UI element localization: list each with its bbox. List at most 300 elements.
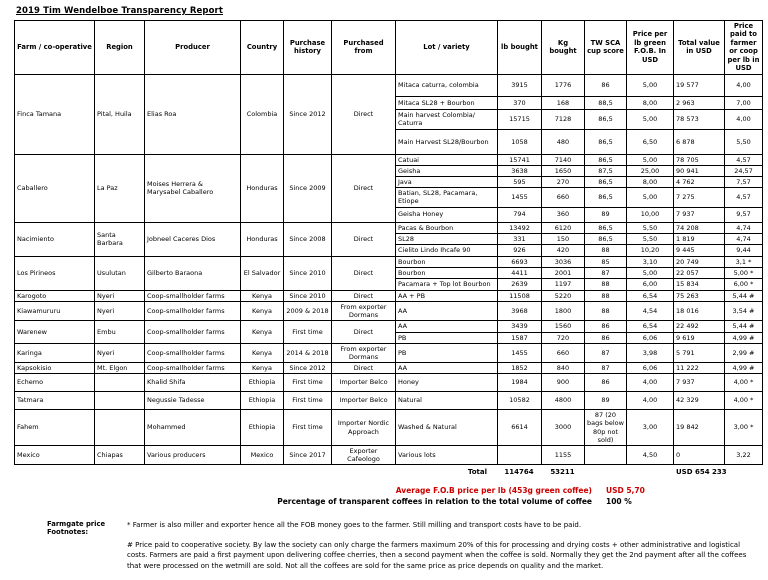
cell-price: 4,00 xyxy=(627,374,674,392)
cell-kg: 5220 xyxy=(542,291,585,302)
cell-farmer: 4,74 xyxy=(725,222,763,233)
cell-history: First time xyxy=(284,410,332,446)
cell-farm: Caballero xyxy=(15,154,95,222)
cell-region: Nyeri xyxy=(95,343,145,362)
cell-score: 86 xyxy=(585,332,627,343)
cell-lot: Main Harvest SL28/Bourbon xyxy=(396,129,498,154)
cell-producer: Coop-smallholder farms xyxy=(145,291,241,302)
table-row xyxy=(15,302,763,321)
cell-country: Honduras xyxy=(241,154,284,222)
cell-price: 6,54 xyxy=(627,321,674,332)
transparency-percentage-label: Percentage of transparent coffees in relation to the total volume of coffee xyxy=(277,497,592,507)
cell-kg: 420 xyxy=(542,244,585,256)
cell-score: 86,5 xyxy=(585,109,627,129)
cell-lb: 6614 xyxy=(498,410,542,446)
cell-farmer: 9,44 xyxy=(725,244,763,256)
cell-farmer: 4,57 xyxy=(725,188,763,207)
cell-lb: 1587 xyxy=(498,332,542,343)
total-score-empty xyxy=(584,468,626,476)
cell-lot: Honey xyxy=(396,374,498,392)
cell-kg: 4800 xyxy=(542,392,585,410)
cell-lb: 3915 xyxy=(498,74,542,96)
cell-lot: Natural xyxy=(396,392,498,410)
cell-total: 2 963 xyxy=(674,96,725,109)
cell-region: Nyeri xyxy=(95,302,145,321)
cell-score: 88 xyxy=(585,279,627,291)
cell-country: Colombia xyxy=(241,74,284,154)
cell-kg: 480 xyxy=(542,129,585,154)
cell-score: 88,5 xyxy=(585,96,627,109)
cell-history: Since 2017 xyxy=(284,446,332,465)
cell-score: 85 xyxy=(585,256,627,267)
cell-kg: 168 xyxy=(542,96,585,109)
cell-score: 87 xyxy=(585,267,627,278)
total-label: Total xyxy=(467,468,487,477)
cell-lb: 13492 xyxy=(498,222,542,233)
cell-history: First time xyxy=(284,374,332,392)
cell-history: First time xyxy=(284,321,332,343)
cell-producer: Coop-smallholder farms xyxy=(145,302,241,321)
cell-lb: 794 xyxy=(498,207,542,222)
cell-lot: Geisha Honey xyxy=(396,207,498,222)
table-row xyxy=(15,374,763,392)
footnote-star: * Farmer is also miller and exporter hence all the FOB money goes to the farmer. Still milling and transport costs have to be paid. xyxy=(127,521,582,530)
cell-farmer: 4,00 * xyxy=(725,392,763,410)
transparency-percentage-value: 100 % xyxy=(606,497,632,507)
cell-kg: 660 xyxy=(542,343,585,362)
column-header-5: Purchased from xyxy=(332,21,396,75)
cell-score: 86,5 xyxy=(585,222,627,233)
table-row xyxy=(15,291,763,302)
cell-country: Mexico xyxy=(241,446,284,465)
cell-producer: Coop-smallholder farms xyxy=(145,343,241,362)
cell-price: 6,06 xyxy=(627,362,674,373)
cell-farmer: 9,57 xyxy=(725,207,763,222)
cell-lb: 1984 xyxy=(498,374,542,392)
cell-region xyxy=(95,374,145,392)
footnotes-block xyxy=(47,520,762,580)
cell-from: From exporter Dormans xyxy=(332,343,396,362)
cell-from: From exporter Dormans xyxy=(332,302,396,321)
table-row xyxy=(15,410,763,446)
cell-lot: Pacas & Bourbon xyxy=(396,222,498,233)
cell-total: 22 057 xyxy=(674,267,725,278)
cell-history: Since 2012 xyxy=(284,362,332,373)
cell-region: Embu xyxy=(95,321,145,343)
cell-score: 87,5 xyxy=(585,166,627,177)
cell-farm: Mexico xyxy=(15,446,95,465)
cell-price: 5,00 xyxy=(627,188,674,207)
column-header-1: Region xyxy=(95,21,145,75)
cell-total: 22 492 xyxy=(674,321,725,332)
column-header-10: Price per lb green F.O.B. In USD xyxy=(627,21,674,75)
cell-total: 5 791 xyxy=(674,343,725,362)
cell-total: 74 208 xyxy=(674,222,725,233)
table-row xyxy=(15,74,763,96)
cell-country: Kenya xyxy=(241,321,284,343)
column-header-4: Purchase history xyxy=(284,21,332,75)
column-header-11: Total value in USD xyxy=(674,21,725,75)
cell-total: 42 329 xyxy=(674,392,725,410)
cell-price: 4,50 xyxy=(627,446,674,465)
cell-history: Since 2008 xyxy=(284,222,332,256)
cell-country: Kenya xyxy=(241,362,284,373)
column-header-9: TW SCA cup score xyxy=(585,21,627,75)
cell-lb: 4411 xyxy=(498,267,542,278)
cell-score: 86,5 xyxy=(585,129,627,154)
cell-farmer: 5,44 # xyxy=(725,291,763,302)
cell-score: 86,5 xyxy=(585,154,627,165)
cell-country: Ethiopia xyxy=(241,410,284,446)
cell-lb: 595 xyxy=(498,177,542,188)
cell-total: 9 619 xyxy=(674,332,725,343)
table-row xyxy=(15,321,763,332)
table-row xyxy=(15,446,763,465)
cell-price: 25,00 xyxy=(627,166,674,177)
cell-farmer: 4,00 xyxy=(725,109,763,129)
cell-producer: Various producers xyxy=(145,446,241,465)
total-price-empty xyxy=(626,468,673,476)
cell-score: 86 xyxy=(585,74,627,96)
cell-kg: 360 xyxy=(542,207,585,222)
column-header-6: Lot / variety xyxy=(396,21,498,75)
cell-lot: PB xyxy=(396,343,498,362)
cell-kg: 1800 xyxy=(542,302,585,321)
cell-price: 6,06 xyxy=(627,332,674,343)
cell-farmer: 7,57 xyxy=(725,177,763,188)
cell-lb: 331 xyxy=(498,233,542,244)
cell-kg: 660 xyxy=(542,188,585,207)
cell-from: Direct xyxy=(332,154,396,222)
cell-total: 75 263 xyxy=(674,291,725,302)
cell-lb: 6693 xyxy=(498,256,542,267)
average-fob-value: USD 5,70 xyxy=(606,486,645,496)
cell-farm: Los Pirineos xyxy=(15,256,95,290)
cell-total: 20 749 xyxy=(674,256,725,267)
cell-lb: 3439 xyxy=(498,321,542,332)
cell-region xyxy=(95,410,145,446)
cell-price: 5,00 xyxy=(627,267,674,278)
cell-total: 78 573 xyxy=(674,109,725,129)
transparency-percentage-line xyxy=(14,497,666,506)
cell-producer: Coop-smallholder farms xyxy=(145,362,241,373)
column-header-12: Price paid to farmer or coop per lb in USD xyxy=(725,21,763,75)
cell-region: La Paz xyxy=(95,154,145,222)
cell-total: 15 834 xyxy=(674,279,725,291)
cell-producer: Elias Roa xyxy=(145,74,241,154)
cell-farmer: 7,00 xyxy=(725,96,763,109)
table-row xyxy=(15,343,763,362)
cell-lot: AA xyxy=(396,362,498,373)
cell-farmer: 5,50 xyxy=(725,129,763,154)
cell-producer: Moises Herrera & Marysabel Caballero xyxy=(145,154,241,222)
column-header-8: Kg bought xyxy=(542,21,585,75)
cell-price: 4,54 xyxy=(627,302,674,321)
cell-region: Chiapas xyxy=(95,446,145,465)
cell-history: Since 2010 xyxy=(284,291,332,302)
cell-price: 6,00 xyxy=(627,279,674,291)
cell-total: 7 275 xyxy=(674,188,725,207)
cell-price: 10,20 xyxy=(627,244,674,256)
cell-from: Importer Belco xyxy=(332,392,396,410)
cell-kg: 720 xyxy=(542,332,585,343)
page-title: 2019 Tim Wendelboe Transparency Report xyxy=(16,6,224,16)
cell-kg: 3036 xyxy=(542,256,585,267)
cell-lot: AA xyxy=(396,321,498,332)
cell-farmer: 4,99 # xyxy=(725,332,763,343)
cell-producer: Khalid Shifa xyxy=(145,374,241,392)
table-row xyxy=(15,256,763,267)
cell-price: 5,00 xyxy=(627,74,674,96)
cell-farm: Kiawamururu xyxy=(15,302,95,321)
cell-lot: Pacamara + Top lot Bourbon xyxy=(396,279,498,291)
cell-kg: 840 xyxy=(542,362,585,373)
cell-farm: Finca Tamana xyxy=(15,74,95,154)
cell-lb: 11508 xyxy=(498,291,542,302)
cell-lot: Bourbon xyxy=(396,256,498,267)
cell-score: 87 (20 bags below 80p not sold) xyxy=(585,410,627,446)
cell-lb: 15741 xyxy=(498,154,542,165)
cell-score: 86 xyxy=(585,374,627,392)
cell-total: 7 937 xyxy=(674,207,725,222)
cell-kg: 3000 xyxy=(542,410,585,446)
cell-region xyxy=(95,392,145,410)
transparency-table xyxy=(14,20,763,465)
cell-score: 86,5 xyxy=(585,188,627,207)
cell-lot: Batian, SL28, Pacamara, Etiope xyxy=(396,188,498,207)
cell-total: 4 762 xyxy=(674,177,725,188)
cell-lot: Main harvest Colombia/ Caturra xyxy=(396,109,498,129)
cell-country: Kenya xyxy=(241,302,284,321)
cell-country: Ethiopia xyxy=(241,392,284,410)
cell-farmer: 4,74 xyxy=(725,233,763,244)
cell-from: Importer Belco xyxy=(332,374,396,392)
summary-block xyxy=(14,486,666,506)
cell-from: Direct xyxy=(332,256,396,290)
cell-lb: 370 xyxy=(498,96,542,109)
average-fob-label: Average F.O.B price per lb (453g green coffee) xyxy=(395,486,592,496)
cell-score: 89 xyxy=(585,392,627,410)
cell-price: 5,50 xyxy=(627,222,674,233)
total-row xyxy=(14,465,762,478)
cell-lot: Mitaca SL28 + Bourbon xyxy=(396,96,498,109)
average-fob-line xyxy=(14,486,666,495)
cell-lot: SL28 xyxy=(396,233,498,244)
cell-from: Direct xyxy=(332,222,396,256)
cell-history: 2009 & 2018 xyxy=(284,302,332,321)
total-kg: 53211 xyxy=(550,468,575,477)
cell-kg: 2001 xyxy=(542,267,585,278)
cell-total: 18 016 xyxy=(674,302,725,321)
cell-region: Nyeri xyxy=(95,291,145,302)
cell-from: Direct xyxy=(332,291,396,302)
table-row xyxy=(15,362,763,373)
cell-lot: PB xyxy=(396,332,498,343)
total-lb: 114764 xyxy=(504,468,534,477)
footnotes-label: Farmgate price Footnotes: xyxy=(47,520,106,537)
cell-farm: Fahem xyxy=(15,410,95,446)
cell-country: Kenya xyxy=(241,343,284,362)
cell-lot: Java xyxy=(396,177,498,188)
cell-kg: 270 xyxy=(542,177,585,188)
cell-kg: 6120 xyxy=(542,222,585,233)
cell-total: 90 941 xyxy=(674,166,725,177)
cell-lb: 1058 xyxy=(498,129,542,154)
cell-price: 8,00 xyxy=(627,96,674,109)
cell-lb: 926 xyxy=(498,244,542,256)
cell-farm: Warenew xyxy=(15,321,95,343)
cell-region: Santa Barbara xyxy=(95,222,145,256)
cell-region: Pital, Huila xyxy=(95,74,145,154)
cell-lb: 3638 xyxy=(498,166,542,177)
cell-farmer: 5,44 # xyxy=(725,321,763,332)
cell-producer: Negussie Tadesse xyxy=(145,392,241,410)
cell-price: 5,00 xyxy=(627,154,674,165)
cell-from: Direct xyxy=(332,321,396,343)
cell-farmer: 5,00 * xyxy=(725,267,763,278)
cell-lb: 1455 xyxy=(498,188,542,207)
cell-history: Since 2009 xyxy=(284,154,332,222)
cell-country: El Salvador xyxy=(241,256,284,290)
cell-kg: 150 xyxy=(542,233,585,244)
cell-score: 86,5 xyxy=(585,233,627,244)
cell-kg: 1776 xyxy=(542,74,585,96)
cell-farmer: 4,00 * xyxy=(725,374,763,392)
cell-lot: Washed & Natural xyxy=(396,410,498,446)
cell-kg: 1650 xyxy=(542,166,585,177)
cell-lot: Geisha xyxy=(396,166,498,177)
cell-lb: 2639 xyxy=(498,279,542,291)
cell-farmer: 6,00 * xyxy=(725,279,763,291)
total-value-usd: USD 654 233 xyxy=(676,468,727,477)
header-row xyxy=(15,21,763,75)
cell-kg: 1155 xyxy=(542,446,585,465)
cell-lot: Various lots xyxy=(396,446,498,465)
cell-from: Importer Nordic Approach xyxy=(332,410,396,446)
cell-history: Since 2012 xyxy=(284,74,332,154)
cell-lot: Bourbon xyxy=(396,267,498,278)
cell-farm: Karinga xyxy=(15,343,95,362)
cell-price: 8,00 xyxy=(627,177,674,188)
cell-total: 11 222 xyxy=(674,362,725,373)
cell-score: 89 xyxy=(585,207,627,222)
cell-kg: 7140 xyxy=(542,154,585,165)
cell-farm: Karogoto xyxy=(15,291,95,302)
cell-lb: 3968 xyxy=(498,302,542,321)
cell-score: 88 xyxy=(585,244,627,256)
cell-producer: Gilberto Baraona xyxy=(145,256,241,290)
cell-total: 78 705 xyxy=(674,154,725,165)
cell-total: 6 878 xyxy=(674,129,725,154)
cell-score xyxy=(585,446,627,465)
cell-total: 1 819 xyxy=(674,233,725,244)
cell-country: Ethiopia xyxy=(241,374,284,392)
cell-lb: 1455 xyxy=(498,343,542,362)
cell-from: Direct xyxy=(332,74,396,154)
cell-farmer: 3,1 * xyxy=(725,256,763,267)
cell-price: 3,10 xyxy=(627,256,674,267)
cell-score: 87 xyxy=(585,362,627,373)
cell-price: 5,50 xyxy=(627,233,674,244)
cell-price: 3,00 xyxy=(627,410,674,446)
cell-lb xyxy=(498,446,542,465)
cell-farmer: 4,00 xyxy=(725,74,763,96)
column-header-0: Farm / co-operative xyxy=(15,21,95,75)
cell-price: 6,50 xyxy=(627,129,674,154)
cell-lb: 15715 xyxy=(498,109,542,129)
cell-price: 6,54 xyxy=(627,291,674,302)
cell-producer: Mohammed xyxy=(145,410,241,446)
cell-producer: Jobneel Caceres Dios xyxy=(145,222,241,256)
cell-total: 19 842 xyxy=(674,410,725,446)
footnotes-body xyxy=(127,520,762,580)
cell-farmer: 3,22 xyxy=(725,446,763,465)
cell-farm: Nacimiento xyxy=(15,222,95,256)
cell-lot: Cielito Lindo Ihcafe 90 xyxy=(396,244,498,256)
cell-price: 3,98 xyxy=(627,343,674,362)
table-row xyxy=(15,222,763,233)
cell-score: 88 xyxy=(585,302,627,321)
cell-region: Usulutan xyxy=(95,256,145,290)
cell-farmer: 3,00 * xyxy=(725,410,763,446)
cell-price: 5,00 xyxy=(627,109,674,129)
cell-total: 7 937 xyxy=(674,374,725,392)
cell-total: 19 577 xyxy=(674,74,725,96)
cell-farmer: 2,99 # xyxy=(725,343,763,362)
cell-price: 10,00 xyxy=(627,207,674,222)
cell-score: 87 xyxy=(585,343,627,362)
cell-farmer: 3,54 # xyxy=(725,302,763,321)
column-header-3: Country xyxy=(241,21,284,75)
cell-farm: Kapsokisio xyxy=(15,362,95,373)
cell-history: Since 2010 xyxy=(284,256,332,290)
cell-kg: 7128 xyxy=(542,109,585,129)
table-row xyxy=(15,154,763,165)
cell-lot: AA xyxy=(396,302,498,321)
cell-lb: 1852 xyxy=(498,362,542,373)
cell-score: 88 xyxy=(585,291,627,302)
cell-lot: AA + PB xyxy=(396,291,498,302)
cell-kg: 1560 xyxy=(542,321,585,332)
cell-kg: 900 xyxy=(542,374,585,392)
cell-total: 0 xyxy=(674,446,725,465)
cell-kg: 1197 xyxy=(542,279,585,291)
column-header-7: lb bought xyxy=(498,21,542,75)
cell-lot: Mitaca caturra, colombia xyxy=(396,74,498,96)
cell-history: 2014 & 2018 xyxy=(284,343,332,362)
cell-score: 86,5 xyxy=(585,177,627,188)
cell-lot: Catuai xyxy=(396,154,498,165)
cell-country: Kenya xyxy=(241,291,284,302)
table-row xyxy=(15,392,763,410)
cell-farm: Tatmara xyxy=(15,392,95,410)
cell-from: Exporter Cafeologo xyxy=(332,446,396,465)
cell-lb: 10582 xyxy=(498,392,542,410)
cell-score: 86 xyxy=(585,321,627,332)
cell-region: Mt. Elgon xyxy=(95,362,145,373)
cell-farmer: 4,57 xyxy=(725,154,763,165)
cell-from: Direct xyxy=(332,362,396,373)
column-header-2: Producer xyxy=(145,21,241,75)
cell-farm: Echemo xyxy=(15,374,95,392)
cell-farmer: 4,99 # xyxy=(725,362,763,373)
cell-total: 9 445 xyxy=(674,244,725,256)
cell-farmer: 24,57 xyxy=(725,166,763,177)
cell-price: 4,00 xyxy=(627,392,674,410)
cell-producer: Coop-smallholder farms xyxy=(145,321,241,343)
footnote-hash: # Price paid to cooperative society. By law the society can only charge the farmers maximum 20% of this for processing and drying costs + other administrative and logistical costs. Farmers are paid a first payment upon delivering coffee cherries, then a second payment when the coffee is sold. Normally they get the 2nd payment after all the coffees that were processed on the wetmill are sold. Not all the coffees are sold for the same price as price depends on quality and the market. xyxy=(127,540,747,570)
cell-country: Honduras xyxy=(241,222,284,256)
